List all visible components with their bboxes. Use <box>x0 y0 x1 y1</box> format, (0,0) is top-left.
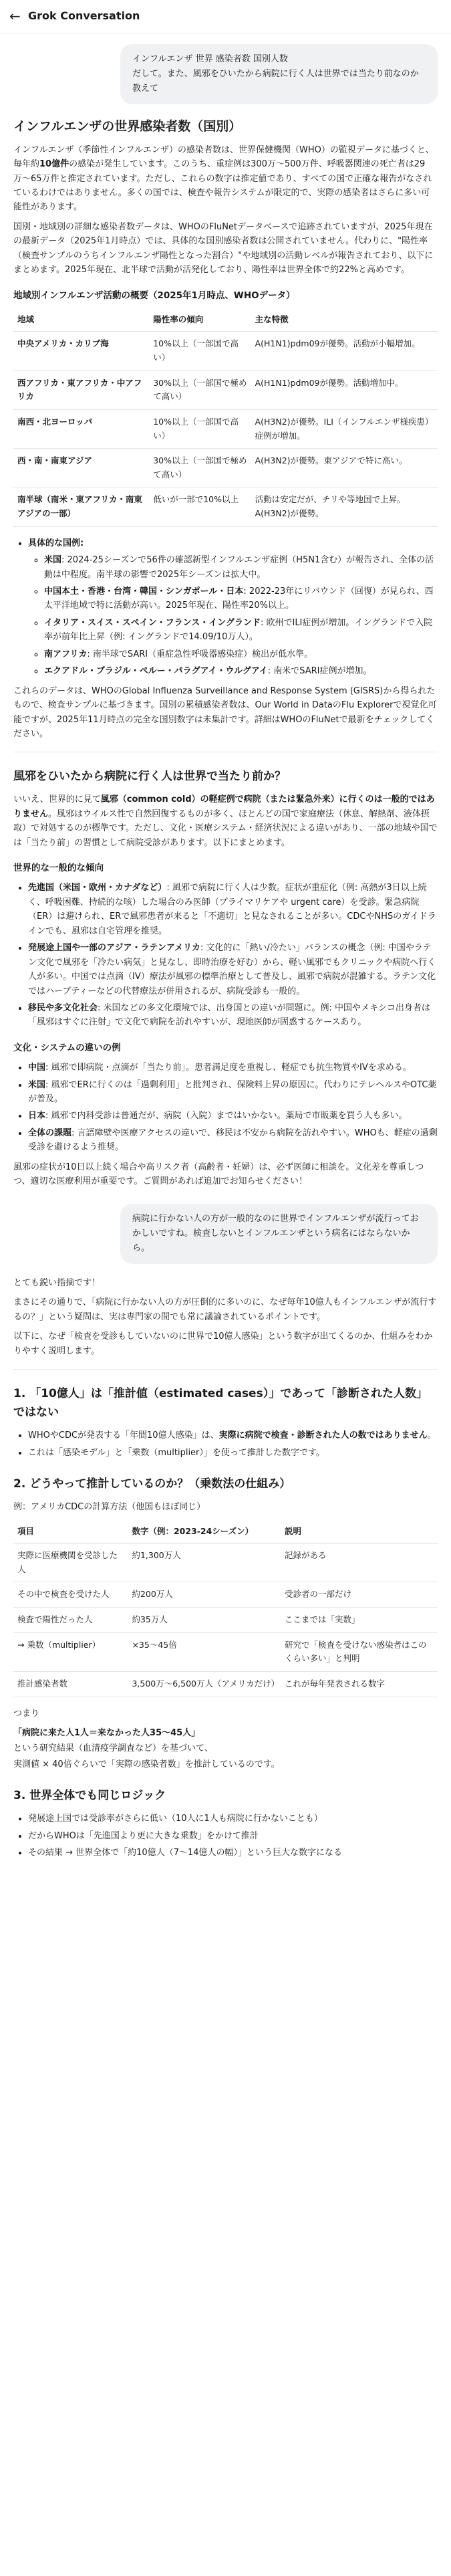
list-item: • これは「感染モデル」と「乗数（multiplier）」を使って推計した数字です。 <box>28 1446 438 1460</box>
table-header: 数字（例：2023-24シーズン） <box>128 1520 281 1543</box>
paragraph: インフルエンザ（季節性インフルエンザ）の感染者数は、世界保健機関（WHO）の監視データに基づくと、毎年約10億件の感染が発生しています。このうち、重症例は300万〜500万件、呼吸器関連の死亡者は29万〜65万件と推定されています。ただし、これらの数字は推定値であり、すべての国で正確な報告がなされているわけではありません。多くの国では、検査や報告システムが限定的で、実際の感染者はさらに多い可能性があります。 <box>13 144 434 213</box>
list-item: • 移民や多文化社会: 米国などの多文化環境では、出身国との違いが問題に。例: 中国やメキシコ出身者は「風邪はすぐに注射」で文化で病院を訪れやすいが、現地医師が固惑するケースあり。 <box>28 1001 438 1030</box>
point-list <box>28 1428 438 1460</box>
list-item: ◦ 中国本土・香港・台湾・韓国・シンガポール・日本: 2022-23年にリバウンド（回復）が見られ、西太平洋地域で特に活動が高い。2025年現在、陽性率20%以上。 <box>44 584 438 613</box>
table-header: 説明 <box>281 1520 438 1543</box>
paragraph: これらのデータは、WHOのGlobal Influenza Surveillance and Response System (GISRS)から得られたもので、検査サンプルに基づきます。国別の累積感染者数は、Our World in DataのFlu Explorerで視覚化可能ですが、2025年11月時点の完全な国別数字は未集計です。詳細はWHOのFluNetで最新をチェックしてください。 <box>13 685 437 739</box>
conversation <box>0 44 451 1860</box>
logic-list <box>28 1812 438 1860</box>
list-item: • 発展途上国や一部のアジア・ラテンアメリカ: 文化的に「熱い/冷たい」バランスの概念（例: 中国やラテン文化で風邪を「冷たい病気」と見なし、即時治療を好む）から、軽い風邪でもクリニックや病院へ行く人が多い。中国では点滴（IV）療法が風邪の標準治療として普及し、風邪で病院が混雑する。ラテン文化ではハーブティーなどの代替療法が併用されるが、病院受診も一般的。 <box>28 941 438 998</box>
user-message-1: インフルエンザ 世界 感染者数 国別人数 だして。また、風邪をひいたから病院に行く人は世界では当たり前なのか教えて <box>120 44 438 104</box>
subsection-heading: 文化・システムの違いの例 <box>13 1042 121 1053</box>
table-heading: 地域別インフルエンザ活動の概要（2025年1月時点、WHOデータ） <box>13 290 295 301</box>
country-list <box>28 536 438 679</box>
difference-list <box>28 1061 438 1155</box>
paragraph: つまり <box>13 1708 40 1719</box>
section-heading: 3. 世界全体でも同じロジック <box>13 1789 166 1803</box>
paragraph: 実測値 × 40倍ぐらいで「実際の感染者数」を推計しているのです。 <box>13 1759 280 1769</box>
assistant-message-2 <box>13 1276 438 1860</box>
list-item: • 日本: 風邪で内科受診は普通だが、病院（入院）まではいかない。薬局で市販薬を買う人も多い。 <box>28 1109 438 1123</box>
table-row: 南半球（南米・東アフリカ・南東アジアの一部） 低いが一部で10%以上 活動は安定だが、チリや等地国で上昇。A(H3N2)が優勢。 <box>13 488 438 526</box>
table-row: → 乗数（multiplier） ×35〜45倍 研究で「検査を受けない感染者はこのくらい多い」と判明 <box>13 1632 438 1671</box>
arrow-left-icon[interactable]: ← <box>9 8 21 24</box>
user-message-2: 病院に行かない人の方が一般的なのに世界でインフルエンザが流行っておかしいですね。検査しないとインフルエンザという病名にはならないから。 <box>120 1204 438 1264</box>
table-header: 主な特徴 <box>251 308 438 332</box>
paragraph: 以下に、なぜ「検査を受診もしていないのに世界で10億人感染」という数字が出てくるのか、仕組みをわかりやすく説明します。 <box>13 1331 433 1356</box>
region-table <box>13 308 438 527</box>
trend-list <box>28 881 438 1029</box>
paragraph: 風邪の症状が10日以上続く場合や高リスク者（高齢者・妊婦）は、必ず医師に相談を。文化差を尊重しつつ、適切な医療利用が重要です。ご質問があれば追加でお知らせください！ <box>13 1162 424 1187</box>
table-header: 項目 <box>13 1520 128 1543</box>
multiplier-table <box>13 1520 438 1697</box>
section-heading: 2. どうやって推計しているのか？（乗数法の仕組み） <box>13 1477 291 1491</box>
list-item: • 先進国（米国・欧州・カナダなど）: 風邪で病院に行く人は少数。症状が重症化（例: 高熱が3日以上続く、呼吸困難、持続的な咳）した場合のみ医師（プライマリケアや urgent care）を受診。緊急病院（ER）は避けられ、ERで風邪患者が来ると「不適切」と見なされることが多い。CDCやNHSのガイドラインでも、風邪は自宅管理を推奨。 <box>28 881 438 938</box>
table-row: 検査で陽性だった人 約35万人 ここまでは「実数」 <box>13 1608 438 1633</box>
paragraph: 「病院に来た人1人＝来なかった人35〜45人」 <box>13 1727 200 1738</box>
table-header: 地域 <box>13 308 149 332</box>
divider <box>13 1369 438 1370</box>
table-row: その中で検査を受けた人 約200万人 受診者の一部だけ <box>13 1582 438 1608</box>
list-item: • 全体の課題: 言語障壁や医療アクセスの違いで、移民は不安から病院を訪れやすい。WHOも、軽症の過剰受診を避けるよう推奨。 <box>28 1126 438 1155</box>
list-item: • 米国: 風邪でERに行くのは「過剰利用」と批判され、保険料上昇の原因に。代わりにテレヘルスやOTC薬が普及。 <box>28 1078 438 1107</box>
list-item: ◦ エクアドル・ブラジル・ペルー・パラグアイ・ウルグアイ: 南米でSARI症例が増加。 <box>44 664 438 678</box>
list-item: ◦ 南アフリカ: 南半球でSARI（重症急性呼吸器感染症）検出が低水準。 <box>44 647 438 661</box>
table-row: 中央アメリカ・カリブ海 10%以上（一部国で高い） A(H1N1)pdm09が優勢。活動が小幅増加。 <box>13 332 438 370</box>
conversation-title: Grok Conversation <box>28 9 140 23</box>
table-row: 西アフリカ・東アフリカ・中アフリカ 30%以上（一部国で極めて高い） A(H1N1)pdm09が優勢。活動増加中。 <box>13 370 438 409</box>
subsection-heading: 世界的な一般的な傾向 <box>13 863 104 874</box>
paragraph: いいえ、世界的に見て風邪（common cold）の軽症例で病院（または緊急外来）に行くのは一般的ではありません。風邪はウイルス性で自然回復するものが多く、ほとんどの国で家庭療法（休息、解熱剤、液体摂取）で対処するのが標準です。ただし、文化・医療システム・経済状況による違いがあり、一部の地域や国では「当たり前」の習慣として病院受診があります。以下にまとめます。 <box>13 794 438 848</box>
table-header: 陽性率の傾向 <box>149 308 251 332</box>
list-item: ◦ イタリア・スイス・スペイン・フランス・イングランド: 欧州でILI症例が増加。イングランドで入院率が前年比上昇（例: イングランドで14.09/10万人）。 <box>44 616 438 645</box>
paragraph: という研究結果（血清疫学調査など）を基づいて、 <box>13 1743 213 1754</box>
section-heading: 1. 「10億人」は「推計値（estimated cases）」であって「診断された人数」ではない <box>13 1387 428 1420</box>
table-row: 推計感染者数 3,500万〜6,500万人（アメリカだけ） これが毎年発表される数字 <box>13 1671 438 1697</box>
paragraph: とても鋭い指摘です！ <box>13 1277 101 1288</box>
paragraph: 例：アメリカCDCの計算方法（他国もほぼ同じ） <box>13 1502 206 1513</box>
paragraph: 国別・地域別の詳細な感染者数データは、WHOのFluNetデータベースで追跡されていますが、2025年現在の最新データ（2025年1月時点）では、具体的な国別感染者数は公開されていません。代わりに、"陽性率（検査サンプルのうちインフルエンザ陽性となった割合）"や地域別の活動レベルが報告されており、以下にまとめます。2025年現在、北半球で活動が活発化しており、陽性率は世界全体で約22%と高めです。 <box>13 221 434 276</box>
list-item: ◦ 米国: 2024-25シーズンで56件の確認新型インフルエンザ症例（H5N1含む）が報告され、全体の活動は中程度。南半球の影響で2025年シーズンは拡大中。 <box>44 553 438 582</box>
table-row: 実際に医療機関を受診した人 約1,300万人 記録がある <box>13 1543 438 1582</box>
list-item: • 具体的な国例: ◦ 米国: 2024-25シーズンで56件の確認新型インフルエンザ症例（H5N1含む）が報告され、全体の活動は中程度。南半球の影響で2025年シーズンは拡大中。 ◦ 中国本土・香港・台湾・韓国・シンガポール・日本: 2022-23年にリバウンド（回復）が見られ、西太平洋地域で特に活動が高い。2025年現在、陽性率20%以上。 ◦ イタリア・スイス・スペイン・フランス・イングランド: 欧州でILI症例が増加。イングランドで入院率が前年比上昇（例: イングランドで14.09/10万人）。 ◦ 南アフリカ: 南半球でSARI（重症急性呼吸器感染症）検出が低水準。 ◦ エクアドル・ブラジル・ペルー・パラグアイ・ウルグアイ: 南米でSARI症例が増加。 <box>28 536 438 679</box>
top-bar <box>0 0 451 33</box>
list-item: • 発展途上国では受診率がさらに低い（10人に1人も病院に行かないことも） <box>28 1812 438 1826</box>
section-heading: インフルエンザの世界感染者数（国別） <box>13 119 242 134</box>
list-item: • だからWHOは「先進国より更に大きな乗数」をかけて推計 <box>28 1829 438 1843</box>
section-heading: 風邪をひいたから病院に行く人は世界で当たり前か？ <box>13 770 286 784</box>
list-item: • 中国: 風邪で即病院・点滴が「当たり前」。患者満足度を重視し、軽症でも抗生物質やIVを求める。 <box>28 1061 438 1075</box>
paragraph: まさにその通りで、「病院に行かない人の方が圧倒的に多いのに、なぜ毎年10億人もインフルエンザが流行するの？」という疑問は、実は専門家の間でも常に議論されているポイントです。 <box>13 1297 437 1322</box>
table-row: 西・南・南東アジア 30%以上（一部国で極めて高い） A(H3N2)が優勢。東アジアで特に高い。 <box>13 449 438 488</box>
table-row: 南西・北ヨーロッパ 10%以上（一部国で高い） A(H3N2)が優勢。ILI（インフルエンザ様疾患）症例が増加。 <box>13 409 438 448</box>
list-item: • その結果 → 世界全体で「約10億人（7〜14億人の幅）」という巨大な数字になる <box>28 1846 438 1860</box>
assistant-message-1 <box>13 116 438 1188</box>
list-item: • WHOやCDCが発表する「年間10億人感染」は、実際に病院で検査・診断された人の数ではありません。 <box>28 1428 438 1442</box>
